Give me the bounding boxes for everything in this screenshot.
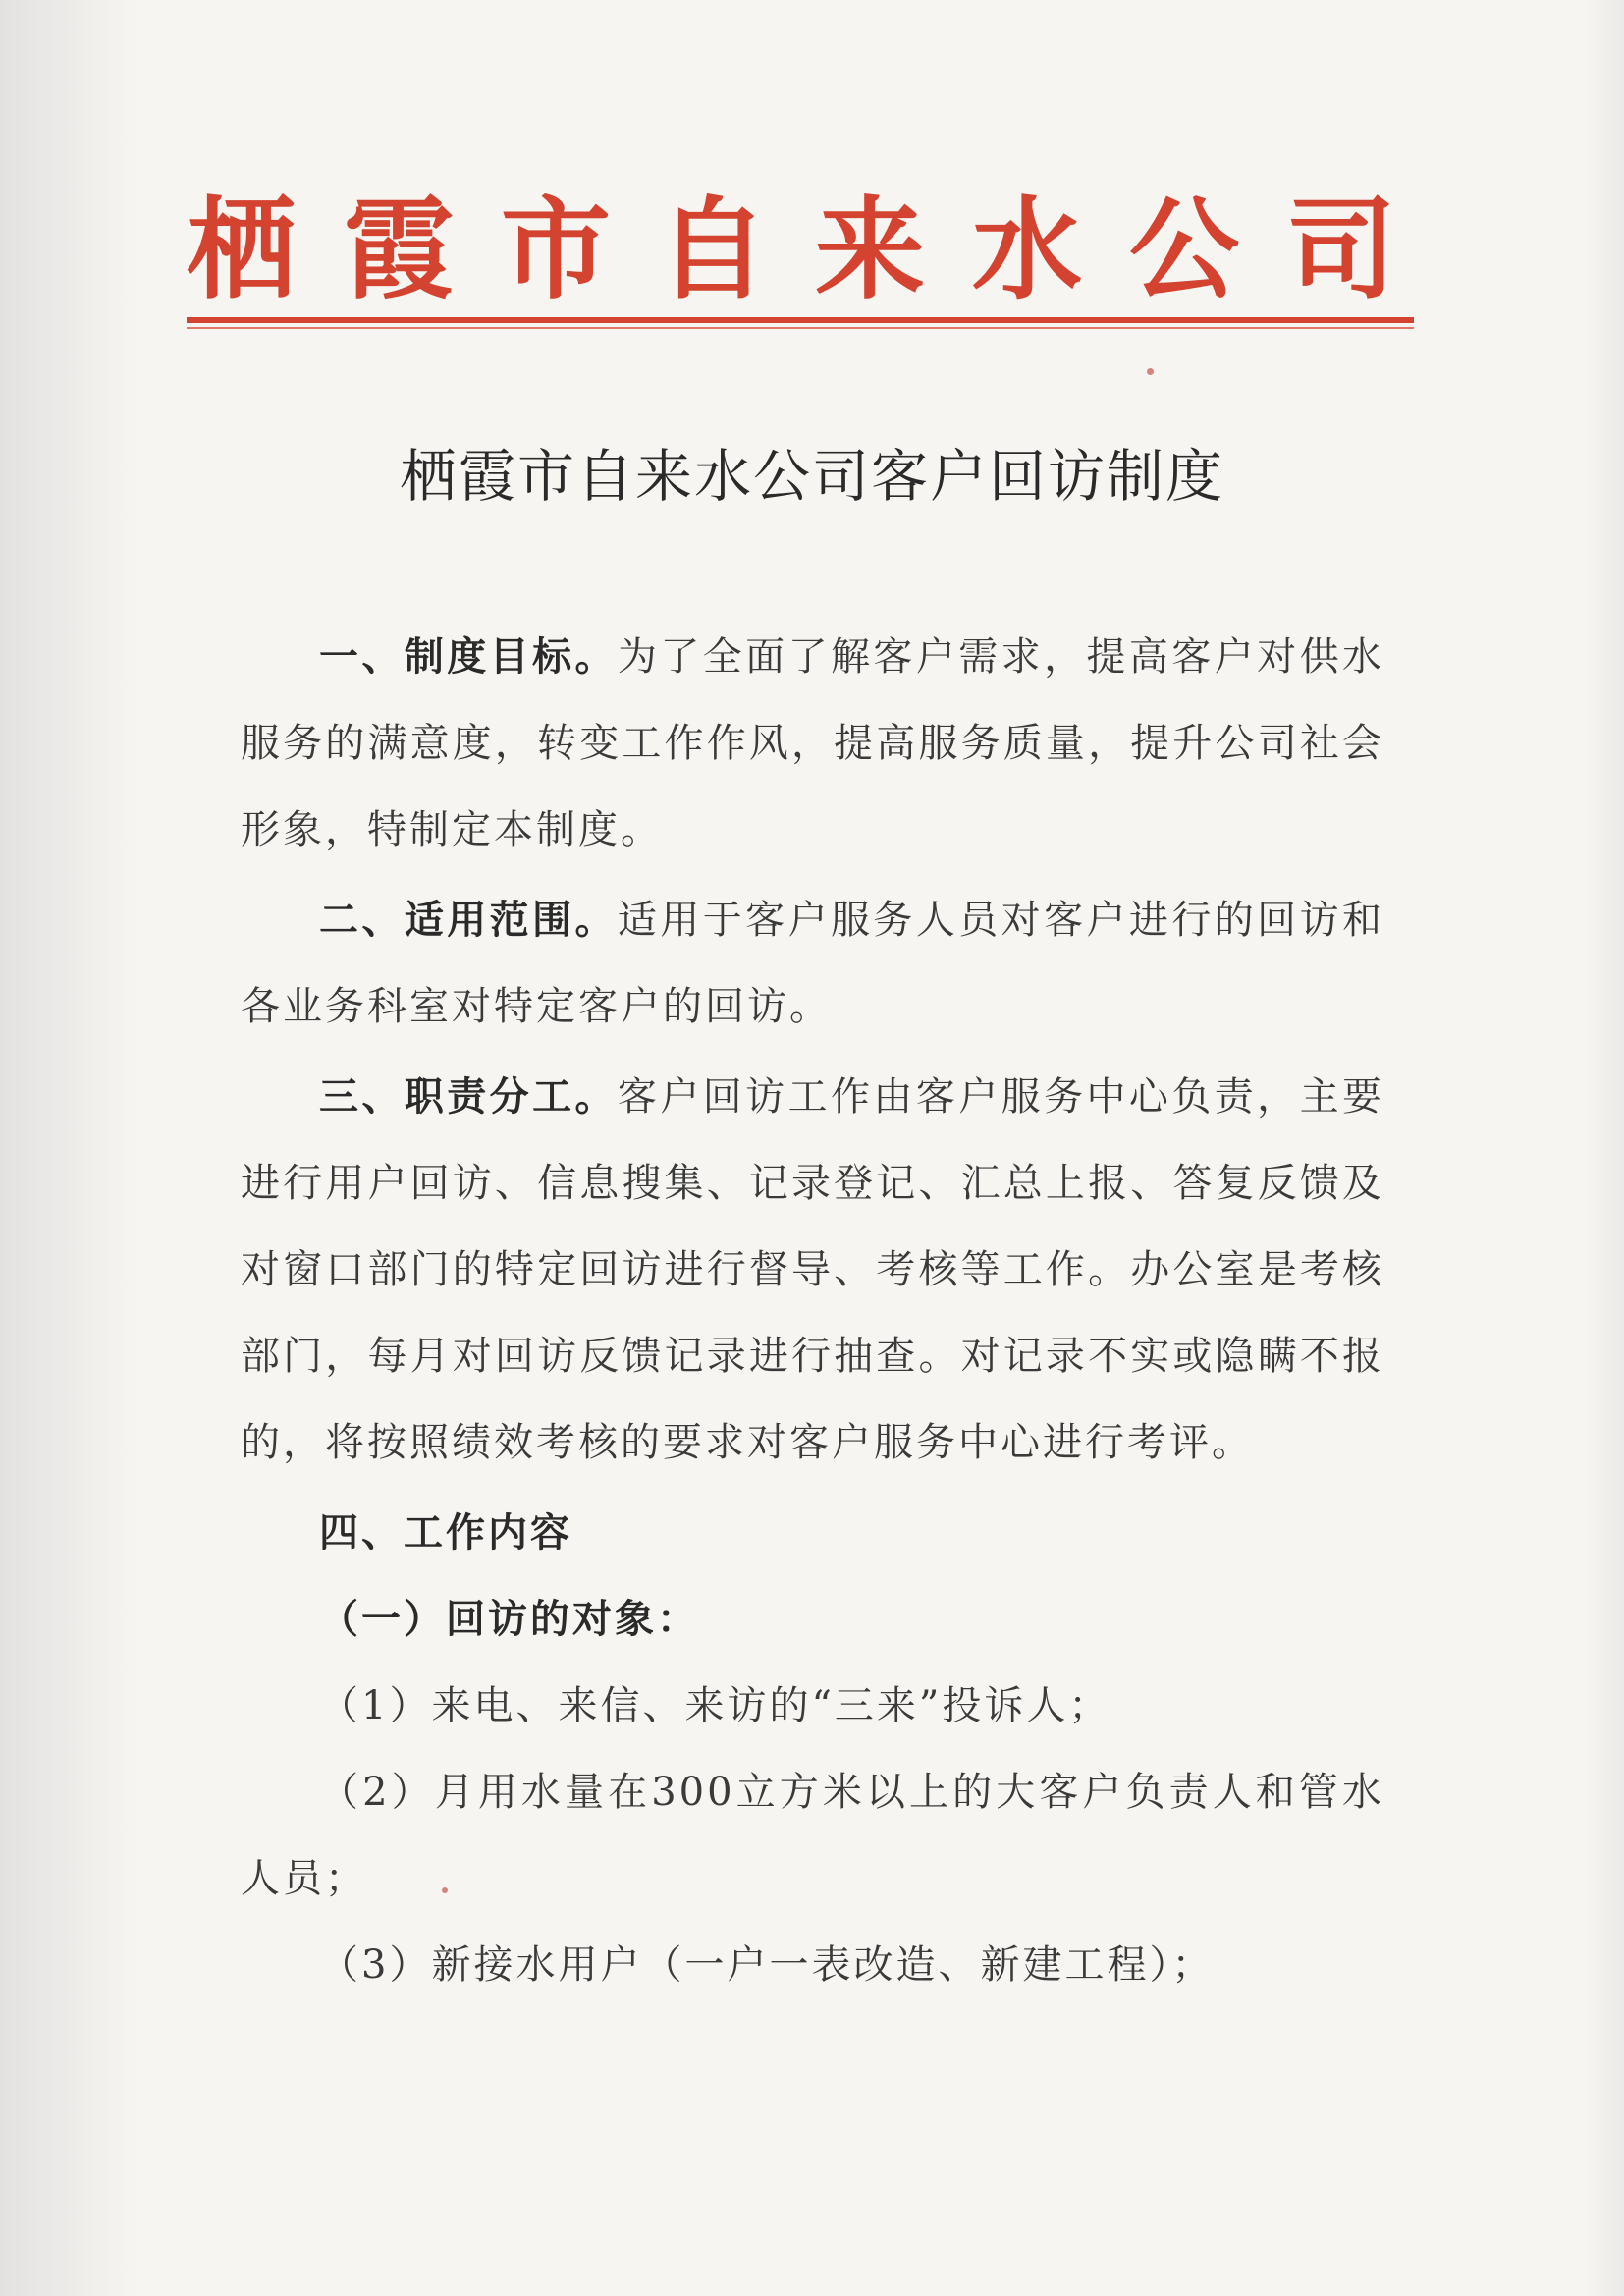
list-item: （2）月用水量在300立方米以上的大客户负责人和管水人员； bbox=[241, 1770, 1384, 1901]
document-body bbox=[241, 614, 1384, 2008]
section-scope-lead: 二、适用范围。 bbox=[319, 898, 618, 943]
list-item: （1）来电、来信、来访的“三来”投诉人； bbox=[319, 1683, 1111, 1728]
letterhead-red-rule bbox=[187, 317, 1414, 323]
section-responsibilities bbox=[241, 1054, 1384, 1486]
section-objective-lead: 一、制度目标。 bbox=[319, 634, 618, 680]
subsection-visit-targets-heading: （一）回访的对象： bbox=[319, 1597, 699, 1642]
section-responsibilities-lead: 三、职责分工。 bbox=[319, 1074, 618, 1120]
section-work-content-heading: 四、工作内容 bbox=[319, 1510, 572, 1556]
section-responsibilities-text: 客户回访工作由客户服务中心负责，主要进行用户回访、信息搜集、记录登记、汇总上报、答复反馈及对窗口部门的特定回访进行督导、考核等工作。办公室是考核部门，每月对回访反馈记录进行抽查。对记录不实或隐瞒不报的，将按照绩效考核的要求对客户服务中心进行考评。 bbox=[241, 1074, 1385, 1465]
letterhead bbox=[187, 182, 1443, 329]
section-objective bbox=[241, 614, 1384, 873]
letterhead-org-name: 栖霞市自来水公司 bbox=[187, 186, 1443, 314]
document-title: 栖霞市自来水公司客户回访制度 bbox=[399, 443, 1224, 510]
list-item: （3）新接水用户（一户一表改造、新建工程）； bbox=[319, 1942, 1215, 1988]
scan-speck bbox=[1147, 368, 1154, 375]
scan-speck bbox=[442, 1887, 448, 1893]
section-objective-text: 为了全面了解客户需求，提高客户对供水服务的满意度，转变工作作风，提高服务质量，提升公司社会形象，特制定本制度。 bbox=[241, 634, 1385, 852]
section-scope-text: 适用于客户服务人员对客户进行的回访和各业务科室对特定客户的回访。 bbox=[241, 898, 1385, 1029]
section-scope bbox=[241, 877, 1384, 1050]
letterhead-red-rule-thin bbox=[187, 327, 1414, 329]
